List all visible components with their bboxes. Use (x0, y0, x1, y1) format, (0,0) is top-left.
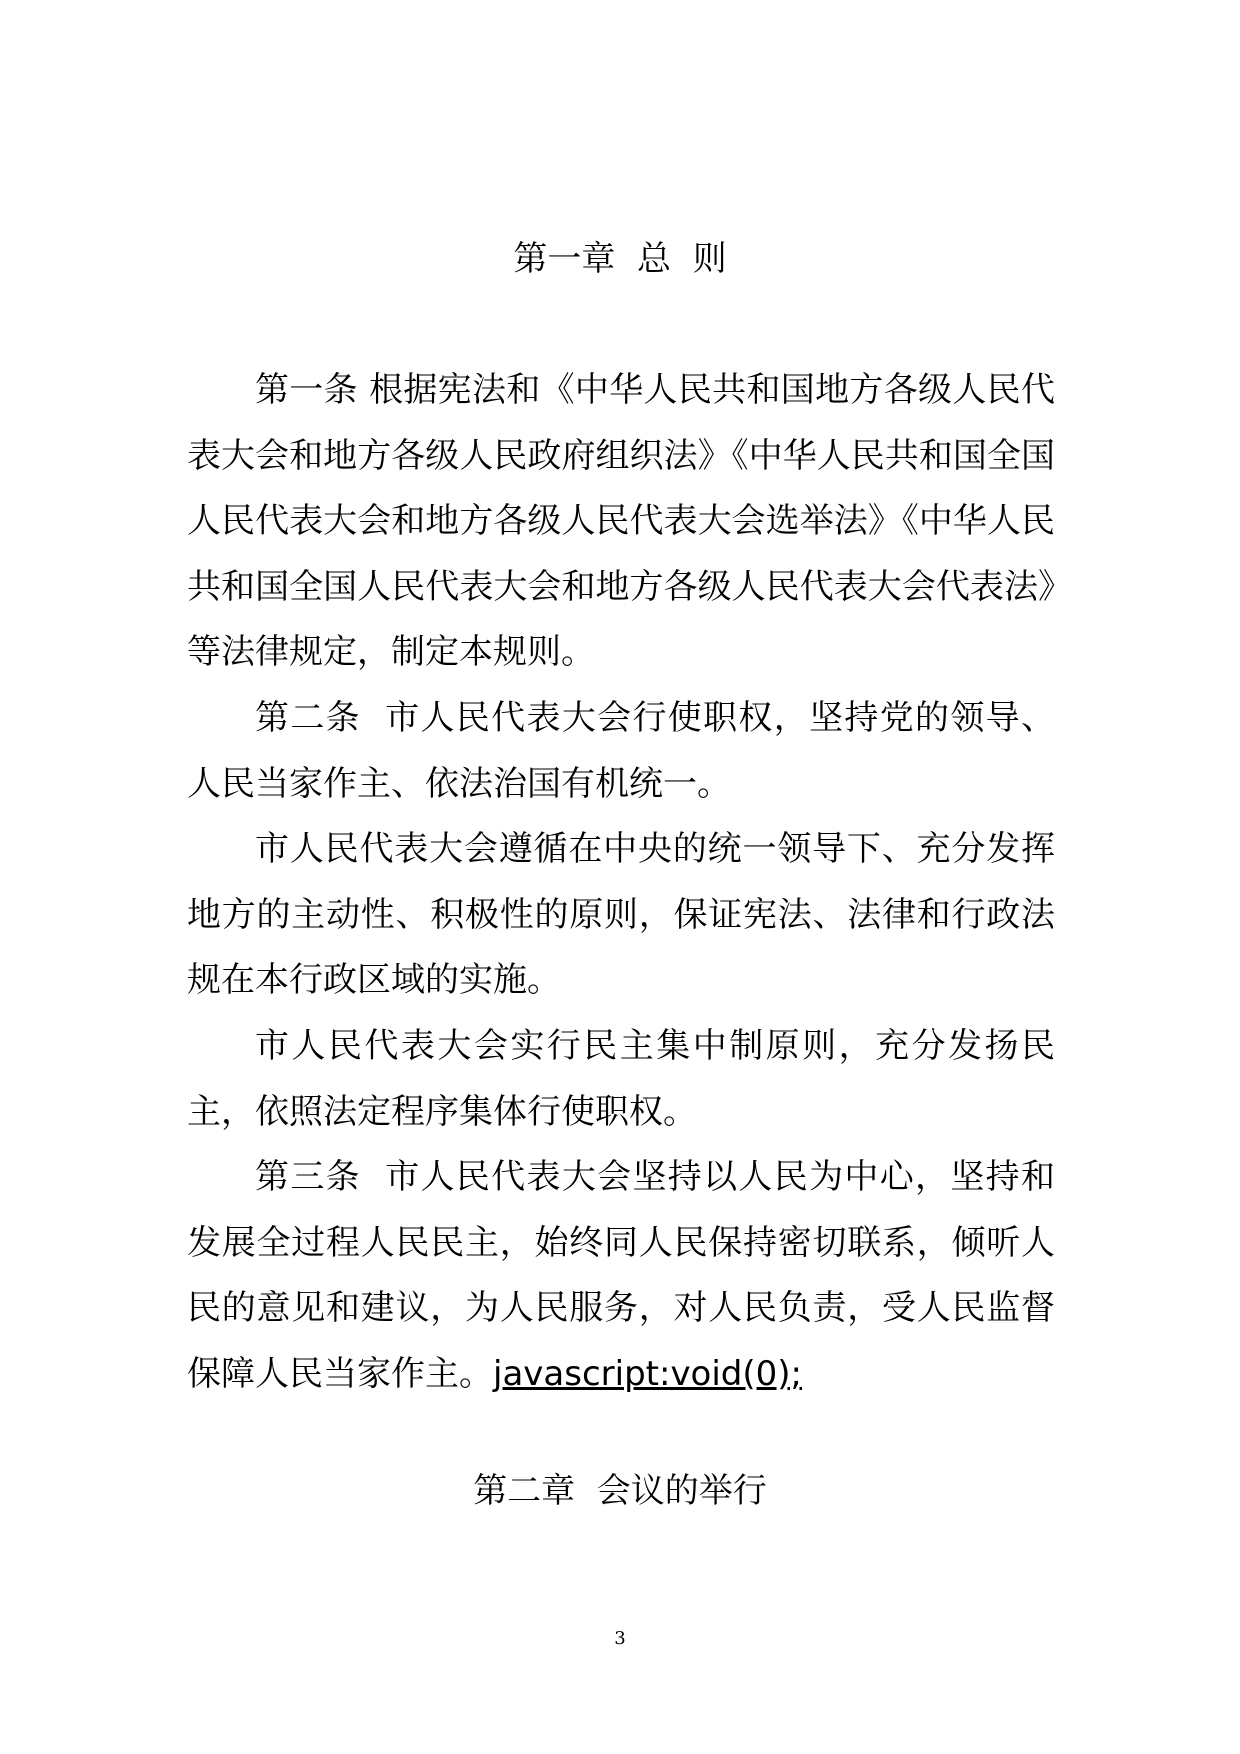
article-2-paragraph-3: 市人民代表大会实行民主集中制原则，充分发扬民主，依照法定程序集体行使职权。 (187, 1025, 1055, 1132)
chapter-1-body (187, 358, 1055, 1408)
article-1-paragraph (187, 358, 1055, 686)
javascript-link[interactable]: javascript:void(0); (493, 1353, 803, 1394)
page-number: 3 (614, 1628, 626, 1649)
article-2-paragraph (187, 686, 1055, 817)
article-1-number: 第一条 (255, 370, 370, 410)
article-2-number: 第二条 (255, 697, 386, 738)
article-3-number: 第三条 (255, 1157, 386, 1198)
article-2-paragraph-2: 市人民代表大会遵循在中央的统一领导下、充分发挥地方的主动性、积极性的原则，保证宪法、法律和行政法规在本行政区域的实施。 (187, 829, 1055, 1001)
article-3-text: 市人民代表大会坚持以人民为中心，坚持和发展全过程人民民主，始终同人民保持密切联系，倾听人民的意见和建议，为人民服务，对人民负责，受人民监督保障人民当家作主。 (187, 1157, 1055, 1394)
article-1-text: 根据宪法和《中华人民共和国地方各级人民代表大会和地方各级人民政府组织法》《中华人民共和国全国人民代表大会和地方各级人民代表大会选举法》《中华人民共和国全国人民代表大会和地方各级人民代表大会代表法》等法律规定，制定本规则。 (187, 370, 1055, 673)
chapter-1-title: 第一章 总 则 (513, 239, 727, 279)
chapter-2-title: 第二章 会议的举行 (473, 1471, 767, 1511)
article-3-paragraph (187, 1145, 1055, 1407)
article-2-text: 市人民代表大会行使职权，坚持党的领导、人民当家作主、依法治国有机统一。 (187, 697, 1055, 804)
